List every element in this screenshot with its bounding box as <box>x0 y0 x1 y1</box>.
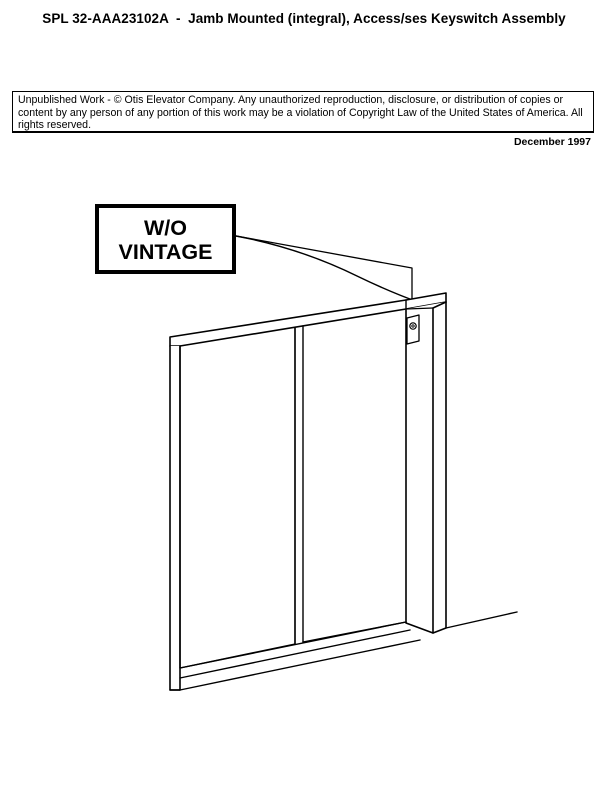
right-jamb <box>406 302 446 633</box>
callout-label-line2: VINTAGE <box>118 240 213 264</box>
floor-line <box>446 612 517 628</box>
door-sill <box>180 622 420 690</box>
left-jamb <box>170 346 180 690</box>
callout-label-line1: W/O <box>144 216 187 240</box>
left-door-panel <box>180 328 295 668</box>
document-title: SPL 32-AAA23102A - Jamb Mounted (integral), Access/ses Keyswitch Assembly <box>42 11 566 26</box>
door-meeting-stile <box>295 326 303 644</box>
header-beam <box>170 293 446 346</box>
document-date: December 1997 <box>513 136 591 148</box>
wo-vintage-callout <box>95 204 236 274</box>
wall-ceiling-line <box>236 236 418 302</box>
copyright-notice: Unpublished Work - © Otis Elevator Company. Any unauthorized reproduction, disclosure, or distribution of copies or content by any person of any portion of this work may be a violation of Copyright Law of the United States of America. All rights reserved. <box>12 91 594 133</box>
